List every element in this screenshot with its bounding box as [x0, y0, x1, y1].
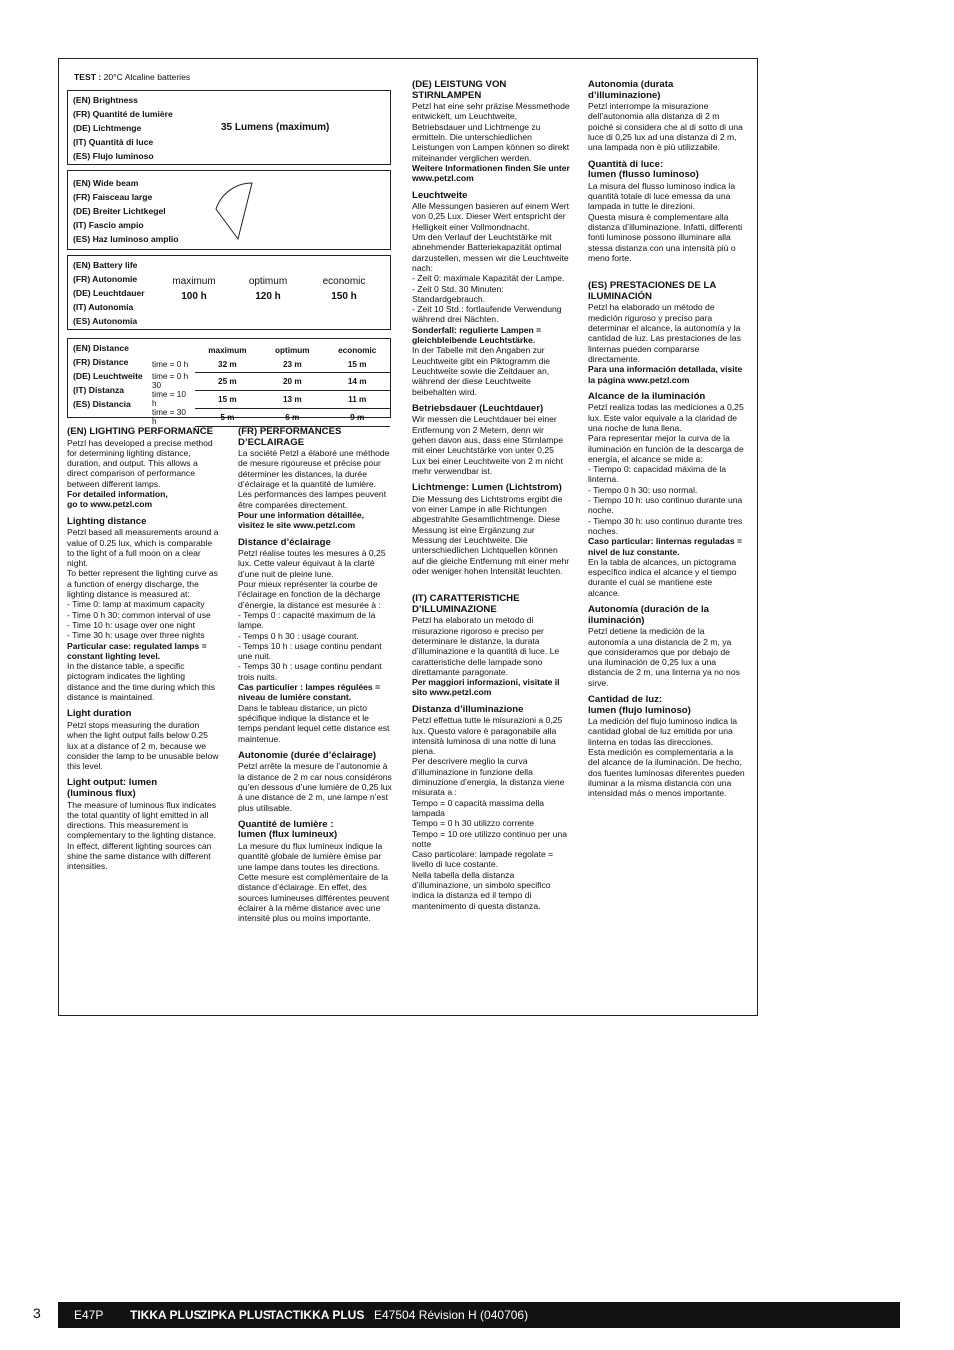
- mode-label: maximum: [172, 276, 216, 287]
- value-cell: 20 m: [260, 372, 324, 390]
- lang-label: (ES) Flujo luminoso: [73, 151, 154, 161]
- section-heading: Leuchtweite: [412, 189, 468, 201]
- test-text: 20°C Alcaline batteries: [103, 72, 191, 82]
- value-cell: 11 m: [324, 390, 390, 408]
- footer-revision: E47504 Révision H (040706): [374, 1308, 529, 1322]
- test-label: TEST :: [74, 72, 102, 82]
- section-heading: Autonomia (durata d’illuminazione): [588, 79, 674, 101]
- lang-label: (ES) Distancia: [73, 399, 131, 409]
- battery-mode-maximum: [164, 276, 224, 302]
- text-section: [238, 427, 392, 531]
- column-en: [67, 427, 219, 872]
- section-text: The measure of luminous flux indicates the total quantity of light emitted in all directions. This measurement is complementary to the lighting distance. In effect, different lighting sources can shine the same distance with different intensities.: [67, 799, 217, 872]
- text-section: [67, 517, 219, 703]
- battery-mode-optimum: [238, 276, 298, 302]
- value-cell: 5 m: [195, 408, 261, 426]
- lang-label: (EN) Distance: [73, 343, 129, 353]
- brightness-langs: [73, 93, 173, 163]
- column-header: economic: [338, 345, 377, 355]
- section-heading: Alcance de la iluminación: [588, 390, 706, 402]
- section-heading: Autonomie (durée d’éclairage): [238, 749, 377, 761]
- table-row: [150, 390, 390, 408]
- section-heading: (DE) LEISTUNG VON STIRNLAMPEN: [412, 79, 507, 101]
- lang-label: (ES) Autonomía: [73, 316, 138, 326]
- lang-label: (FR) Distance: [73, 357, 129, 367]
- bold-note: Sonderfall: regulierte Lampen = gleichbleibende Leuchtstärke.: [412, 324, 542, 346]
- text-section: [588, 605, 746, 688]
- table-header-row: [150, 343, 390, 358]
- table-row: [150, 372, 390, 390]
- section-heading: Distance d’éclairage: [238, 536, 331, 548]
- footer-product: TACTIKKA PLUS: [269, 1308, 365, 1322]
- text-section: [67, 709, 219, 771]
- mode-value: 120 h: [255, 291, 281, 302]
- section-text: Petzl ha elaborato un metodo di misurazione rigoroso e preciso per determinare le distanze, la durata d’illuminazione e la quantità di luce. Le caratteristiche delle lampade sono direttamante paragonate.: [412, 615, 560, 677]
- section-heading: (ES) PRESTACIONES DE LA ILUMINACIÓN: [588, 280, 717, 302]
- lang-label: (EN) Brightness: [73, 95, 138, 105]
- test-line: [74, 72, 190, 83]
- value-cell: 13 m: [260, 390, 324, 408]
- text-section: [238, 751, 392, 813]
- text-section: [67, 427, 219, 510]
- mode-label: economic: [322, 276, 366, 287]
- text-section: [238, 538, 392, 744]
- lang-label: (DE) Breiter Lichtkegel: [73, 206, 166, 216]
- section-text: Petzl arrête la mesure de l’autonomie à la distance de 2 m car nous considérons qu’en dessous d’une lumière de 0,25 lux à une distance de 2 m, une lampe n’est plus utilisable.: [238, 761, 392, 813]
- section-text: Wir messen die Leuchtdauer bei einer Entfernung von 2 Metern, denn wir gehen davon aus, dass eine Stirnlampe mit einer Leuchtstärke von unter 0,25 Lux bei einer Leuchtweite von 2 m nicht mehr verwendbar ist.: [412, 414, 563, 476]
- section-text: Petzl detiene la medición de la autonomía a una distancia de 2 m, ya que consideramos que por debajo de una iluminación de 0,25 lux a una distancia de 2 m, una linterna ya no nos sirve.: [588, 626, 740, 688]
- bold-note: Weitere Informationen finden Sie unter www.petzl.com: [412, 162, 570, 184]
- battery-langs: [73, 258, 145, 328]
- section-text: Die Messung des Lichtstroms ergibt die von einer Lampe in alle Richtungen abgestrahlte Gesamtlichtmenge. Diese Messung ist eine Ergänzung zur Messung der Leuchtweite. Die unterschiedlichen Lichtquellen können auf die gleiche Entfernung mit einer mehr oder weniger hohen Intensität leuchten.: [412, 493, 570, 576]
- lang-label: (ES) Haz luminoso amplio: [73, 234, 179, 244]
- text-section: [588, 281, 746, 385]
- section-text: Alle Messungen basieren auf einem Wert von 0,25 Lux. Dieser Wert entspricht der Helligkeit einer Vollmondnacht. Um den Verlauf der Leuchtstärke mit abnehmender Batteriekapazität optimal darzustellen, messen wir die Leuchtweite nach: - Zeit 0: maximale Kapazität der Lampe. - Zeit 0 Std. 30 Minuten: Standardgebrauch. - Zeit 10 Std.: fortlaufende Verwendung während drei Nächten.: [412, 201, 569, 325]
- value-cell: 25 m: [195, 372, 261, 390]
- page-number: 3: [33, 1305, 41, 1321]
- section-heading: (EN) LIGHTING PERFORMANCE: [67, 426, 214, 437]
- lang-label: (EN) Battery life: [73, 260, 138, 270]
- beam-langs: [73, 176, 179, 246]
- footer-product: ZIPKA PLUS: [200, 1308, 271, 1322]
- battery-mode-economic: [314, 276, 374, 302]
- section-text: Petzl ha elaborado un método de medición riguroso y preciso para determinar el alcance, la autonomía y la cantidad de luz. Las prestaciones de las linternas pueden compararse directamente.: [588, 302, 741, 364]
- text-section: [588, 392, 746, 598]
- table-row: [150, 408, 390, 426]
- value-cell: 32 m: [195, 358, 261, 373]
- section-heading: Autonomía (duración de la iluminación): [588, 604, 709, 626]
- bold-note: Para una información detallada, visite la página www.petzl.com: [588, 364, 743, 385]
- distance-table: [150, 343, 390, 427]
- section-heading: Distanza d’illuminazione: [412, 703, 524, 715]
- text-section: [588, 160, 746, 264]
- section-text: Petzl based all measurements around a value of 0.25 lux, which is comparable to the light of a full moon on a clear night. To better represent the lighting curve as a function of energy discharge, the lighting distance is measured at: - Time 0: lamp at maximum capacity - Time 0 h 30: common interval of use - Time 10 h: usage over one night - Time 30 h: usage over three nights: [67, 527, 219, 641]
- distance-box: [67, 338, 391, 427]
- section-text: In der Tabelle mit den Angaben zur Leuchtweite gibt ein Piktogramm die Leuchtweite sowie die Zeitdauer an, während der diese Leuchtweite beibehalten wird.: [412, 345, 551, 397]
- bold-note: Caso particular: linternas reguladas = nivel de luz constante.: [588, 536, 743, 557]
- text-section: [412, 594, 570, 698]
- bold-note: Cas particulier : lampes régulées = niveau de lumière constant.: [238, 682, 381, 703]
- beam-box: [67, 170, 391, 250]
- column-de-it: [412, 80, 570, 911]
- text-section: [238, 820, 392, 924]
- brightness-box: [67, 90, 391, 165]
- lang-label: (IT) Autonomia: [73, 302, 134, 312]
- text-section: [588, 695, 746, 799]
- bold-note: Particular case: regulated lamps = constant lighting level.: [67, 640, 207, 661]
- section-text: Petzl hat eine sehr präzise Messmethode entwickelt, um Leuchtweite, Betriebsdauer und Lichtmenge zu ermitteln. Die unterschiedlichen Leistungen von Lampen können so direkt miteinander verglichen werden.: [412, 101, 570, 163]
- bold-note: For detailed information, go to www.petzl.com: [67, 489, 168, 510]
- lang-label: (DE) Leuchtdauer: [73, 288, 145, 298]
- section-text: Petzl has developed a precise method for determining lighting distance, duration, and output. This allows a direct comparison of performance between different lamps.: [67, 437, 213, 489]
- section-heading: Cantidad de luz: lumen (flujo luminoso): [588, 694, 691, 716]
- text-section: [412, 705, 570, 911]
- section-text: La mesure du flux lumineux indique la quantité globale de lumière émise par une lampe dans toutes les directions. Cette mesure est complémentaire de la distance d’éclairage. En effet, des sources lumineuses différentes peuvent éclairer à la même distance avec une intensité plus ou moins importante.: [238, 841, 390, 924]
- lang-label: (IT) Quantità di luce: [73, 137, 154, 147]
- section-text: Petzl réalise toutes les mesures à 0,25 lux. Cette valeur équivaut à la clarté d’une nuit de pleine lune. Pour mieux représenter la courbe de l’éclairage en fonction de la décharge d’énergie, la distance est mesurée à : - Temps 0 : capacité maximum de la lampe. - Temps 0 h 30 : usage courant. - Temps 10 h : usage continu pendant une nuit. - Temps 30 h : usage continu pendant trois nuits.: [238, 548, 386, 682]
- lang-label: (IT) Fascio ampio: [73, 220, 144, 230]
- section-heading: (IT) CARATTERISTICHE D’ILLUMINAZIONE: [412, 593, 520, 615]
- wide-beam-icon: [212, 177, 262, 241]
- section-text: Petzl realiza todas las mediciones a 0,25 lux. Este valor equivale a la claridad de una noche de luna llena. Para representar mejor la curva de la iluminación en función de la descarga de energía, el alcance se mide a: - Tiempo 0: capacidad máxima de la linterna. - Tiempo 0 h 30: uso normal. - Tiempo 10 h: uso continuo durante una noche. - Tiempo 30 h: uso continuo durante tres noches.: [588, 402, 744, 536]
- section-heading: (FR) PERFORMANCES D’ECLAIRAGE: [238, 426, 342, 448]
- text-section: [67, 778, 219, 871]
- column-header: maximum: [208, 345, 247, 355]
- column-header: optimum: [274, 345, 310, 355]
- bold-note: Per maggiori informazioni, visitate il sito www.petzl.com: [412, 677, 560, 698]
- lang-label: (IT) Distanza: [73, 385, 125, 395]
- value-cell: 9 m: [324, 408, 390, 426]
- section-heading: Light duration: [67, 708, 132, 720]
- text-section: [588, 80, 746, 153]
- lang-label: (FR) Faisceau large: [73, 192, 153, 202]
- lang-label: (FR) Autonomie: [73, 274, 138, 284]
- battery-box: [67, 255, 391, 330]
- lang-label: (DE) Lichtmenge: [73, 123, 142, 133]
- section-heading: Lichtmenge: Lumen (Lichtstrom): [412, 482, 562, 494]
- section-text: La medición del flujo luminoso indica la cantidad global de luz emitida por una linterna en todas las direcciones. Esta medición es complementaria a la del alcance de la iluminación. De hecho, dos fuentes luminosas diferentes pueden iluminar a la misma distancia con una intensidad más o menos importante.: [588, 716, 745, 799]
- section-text: Petzl interrompe la misurazione dell’autonomia alla distanza di 2 m poiché si considera che al di sotto di una luce di 0,25 lux ad una distanza di 2 m, una lampada non è più utilizzabile.: [588, 101, 743, 153]
- lang-label: (EN) Wide beam: [73, 178, 139, 188]
- section-heading: Quantità di luce: lumen (flusso luminoso): [588, 158, 699, 181]
- time-cell: time = 10 h: [152, 390, 186, 409]
- value-cell: 15 m: [324, 358, 390, 373]
- mode-label: optimum: [248, 276, 288, 287]
- time-cell: time = 0 h 30: [152, 372, 189, 391]
- section-text: Dans le tableau distance, un picto spécifique indique la distance et le temps pendant lequel cette distance est maintenue.: [238, 702, 390, 744]
- mode-value: 150 h: [331, 291, 357, 302]
- value-cell: 6 m: [260, 408, 324, 426]
- text-section: [412, 80, 570, 184]
- bold-note: Pour une information détaillée, visitez le site www.petzl.com: [238, 509, 365, 531]
- text-section: [412, 191, 570, 397]
- section-heading: Quantité de lumière : lumen (flux lumineux): [238, 818, 338, 841]
- section-text: La misura del flusso luminoso indica la quantità totale di luce emessa da una lampada in tutte le direzioni. Questa misura è complementare alla distanza d’illuminazione. Infatti, differenti fonti luminose possono illuminare alla stessa distanza con una intensità più o meno forte.: [588, 180, 743, 263]
- footer-product: TIKKA PLUS: [130, 1308, 202, 1322]
- lang-label: (DE) Leuchtweite: [73, 371, 143, 381]
- time-cell: time = 0 h: [152, 360, 189, 370]
- mode-value: 100 h: [181, 291, 207, 302]
- section-text: Petzl stops measuring the duration when the light output falls below 0.25 lux at a distance of 2 m, because we consider the lamp to be unusable below this level.: [67, 719, 219, 772]
- section-heading: Lighting distance: [67, 515, 147, 527]
- brightness-value: 35 Lumens (maximum): [221, 122, 330, 133]
- value-cell: 23 m: [260, 358, 324, 373]
- section-text: La société Petzl a élaboré une méthode de mesure rigoureuse et précise pour déterminer les distances, la durée d’éclairage et la quantité de lumière. Les performances des lampes peuvent être comparées directement.: [238, 448, 390, 510]
- distance-langs: [73, 341, 143, 411]
- section-heading: Betriebsdauer (Leuchtdauer): [412, 402, 544, 414]
- footer-bar: [58, 1302, 900, 1328]
- section-text: En la tabla de alcances, un pictograma específico indica el alcance y el tiempo durante el cual se mantiene este alcance.: [588, 556, 737, 598]
- lang-label: (FR) Quantité de lumière: [73, 109, 173, 119]
- section-heading: Light output: lumen (luminous flux): [67, 777, 158, 799]
- time-cell: time = 30 h: [152, 408, 186, 427]
- footer-code: E47P: [74, 1308, 104, 1322]
- table-row: [150, 358, 390, 373]
- column-it-es: [588, 80, 746, 799]
- section-text: Petzl effettua tutte le misurazioni a 0,25 lux. Questo valore è paragonabile alla intensità luminosa di una notte di luna piena. Per descrivere meglio la curva d’illuminazione in funzione della diminuzione d’energia, la distanza viene misurata a : Tempo = 0 capacità massima della lampada Tempo = 0 h 30 utilizzo corrente Tempo = 10 ore utilizzo continuo per una notte Caso particolare: lampade regolate = livello di luce costante. Nella tabella della distanza d’illuminazione, un simbolo specifico indica la distanza ed il tempo di mantenimento di questa distanza.: [412, 715, 568, 911]
- value-cell: 14 m: [324, 372, 390, 390]
- text-section: [412, 483, 570, 576]
- value-cell: 15 m: [195, 390, 261, 408]
- section-text: In the distance table, a specific pictogram indicates the lighting distance and the time during which this distance is maintained.: [67, 661, 216, 703]
- column-fr: [238, 427, 392, 923]
- text-section: [412, 404, 570, 476]
